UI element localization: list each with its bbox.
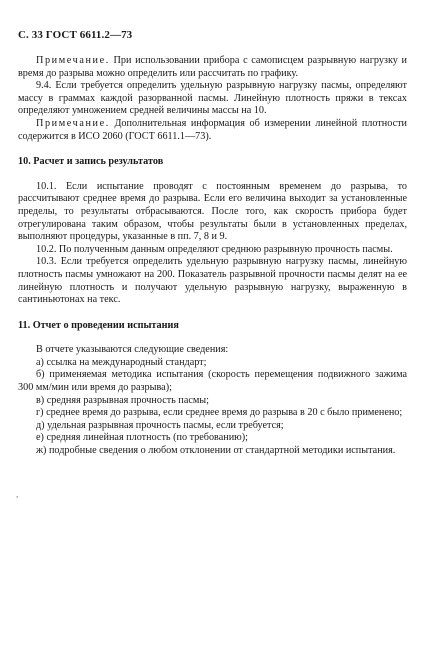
list-item: е) средняя линейная плотность (по требованию); [36,432,248,444]
paragraph-10-3: 10.3. Если требуется определить удельную разрывную нагрузку пасмы, линейную плотность пасмы умножают на 200. Показатель разрывной прочности пасмы делят на ее линейную плотность и получают удельную разрывную нагрузку, выраженную в сантиньютонах на текс. [18,256,407,306]
page-header: С. 33 ГОСТ 6611.2—73 [18,29,133,41]
list-item: в) средняя разрывная прочность пасмы; [36,394,209,406]
document-body [18,55,407,458]
note-text: При использовании прибора с самописцем разрывную нагрузку и время до разрыва можно определить или рассчитать по графику. [18,55,407,79]
paragraph-10-2: 10.2. По полученным данным определяют среднюю разрывную прочность пасмы. [36,243,393,255]
note-paragraph [18,55,407,80]
paragraph-10-1: 10.1. Если испытание проводят с постоянным временем до разрыва, то рассчитывают среднее время до разрыва. Если его величина выходит за установленные пределы, то результаты отбрасываются. После того, как скорость прибора будет отрегулирована таким образом, чтобы результаты были в установленных пределах, выполняют процедуры, указанные в пп. 7, 8 и 9. [18,180,407,243]
list-item: а) ссылка на международный стандарт; [36,356,207,368]
list-item: ж) подробные сведения о любом отклонении от стандартной методики испытания. [36,445,396,457]
report-intro: В отчете указываются следующие сведения: [36,344,229,356]
list-item: б) применяемая методика испытания (скорость перемещения подвижного зажима 300 мм/мин или время до разрыва); [18,369,407,394]
paragraph-9-4: 9.4. Если требуется определить удельную разрывную нагрузку пасмы, определяют массу в граммах каждой разорванной пасмы. Линейную плотность пряжи в тексах определяют умножением средней величины массы на 10. [18,80,407,117]
list-item: г) среднее время до разрыва, если среднее время до разрыва в 20 с было применено; [36,407,403,419]
scan-mark: , [16,489,19,499]
note-label: Примечание. [36,117,110,129]
section-title-11: 11. Отчет о проведении испытания [18,319,179,331]
note-label: Примечание. [36,55,110,66]
list-item: д) удельная разрывная прочность пасмы, если требуется; [36,419,284,431]
note-paragraph [18,118,407,143]
note-text: Дополнительная информация об измерении линейной плотности содержится в ИСО 2060 (ГОСТ 6611.1—73). [18,117,407,142]
section-title-10: 10. Расчет и запись результатов [18,156,164,168]
